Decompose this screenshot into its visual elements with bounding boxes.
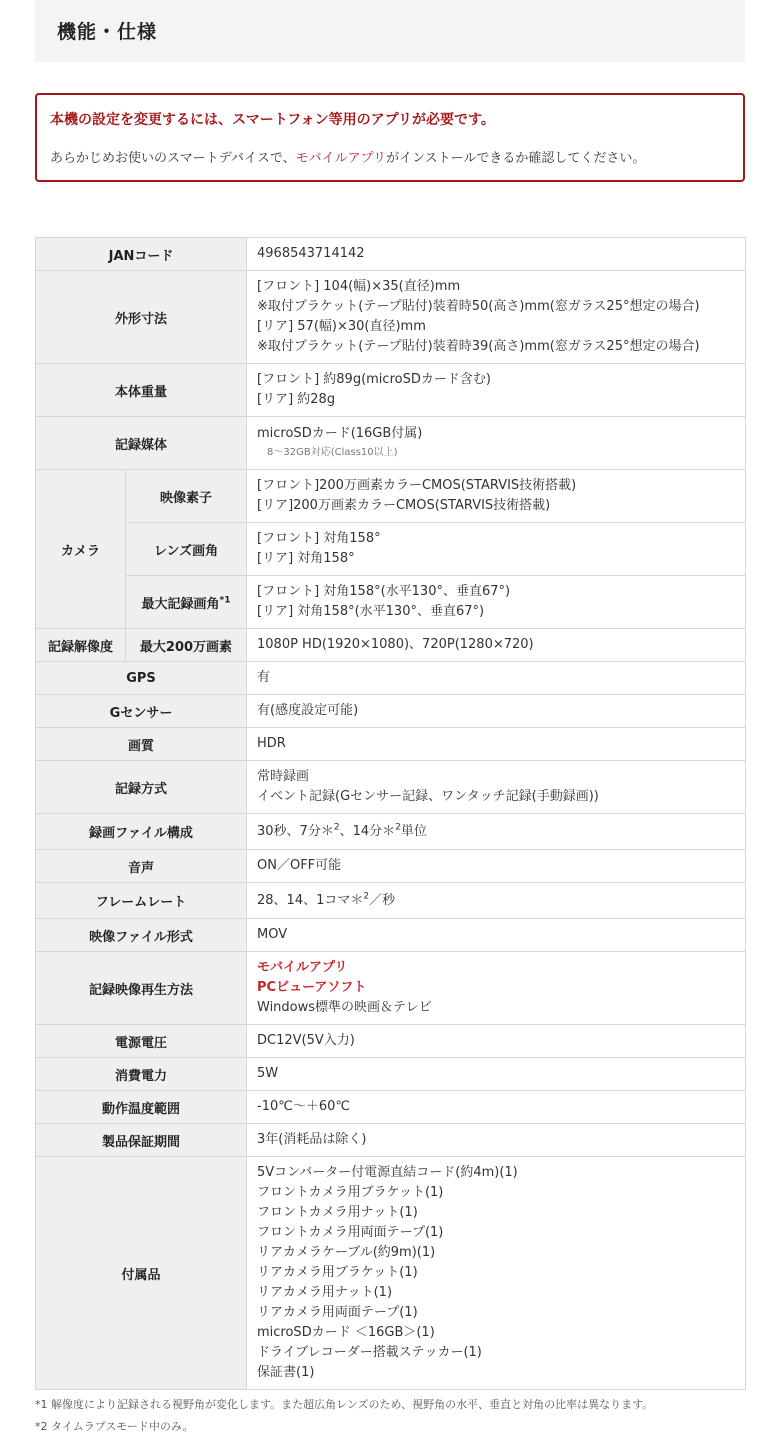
value-line: [フロント] 対角158°(水平130°、垂直67°): [257, 584, 511, 599]
spec-label: 記録映像再生方法: [36, 952, 247, 1025]
footnote-ref: 2: [395, 822, 401, 833]
accessory-item: microSDカード ＜16GB＞(1): [257, 1325, 435, 1340]
spec-row-warranty: [36, 1124, 746, 1157]
value-line: [フロント] 約89g(microSDカード含む): [257, 372, 491, 387]
spec-value: 1080P HD(1920×1080)、720P(1280×720): [247, 629, 746, 662]
spec-value: DC12V(5V入力): [247, 1025, 746, 1058]
spec-row-camera-lens: [36, 523, 746, 576]
value-text: 28、14、1コマ: [257, 892, 351, 908]
notice-body: [50, 147, 645, 166]
spec-value: ON／OFF可能: [247, 850, 746, 883]
spec-sublabel: 最大200万画素: [126, 629, 247, 662]
value-text: 単位: [400, 823, 427, 839]
footnote-ref: *1: [219, 595, 231, 606]
spec-value: [247, 523, 746, 576]
spec-row-media: [36, 417, 746, 470]
pc-viewer-link[interactable]: PCビューアソフト: [257, 980, 367, 995]
spec-label: Gセンサー: [36, 695, 247, 728]
footnotes: [35, 1394, 745, 1437]
spec-label: 記録媒体: [36, 417, 247, 470]
notice-title: 本機の設定を変更するには、スマートフォン等用のアプリが必要です。: [50, 112, 495, 128]
accessory-item: 保証書(1): [257, 1365, 315, 1380]
spec-value: MOV: [247, 919, 746, 952]
value-note: 8～32GB対応(Class10以上): [267, 447, 398, 458]
value-line: [リア] 対角158°: [257, 551, 355, 566]
spec-label: GPS: [36, 662, 247, 695]
spec-sublabel: レンズ画角: [126, 523, 247, 576]
spec-label: 本体重量: [36, 364, 247, 417]
spec-row-gsensor: [36, 695, 746, 728]
accessory-item: リアカメラ用ブラケット(1): [257, 1265, 418, 1280]
spec-sublabel: [126, 576, 247, 629]
spec-value: 有: [247, 662, 746, 695]
spec-value: [247, 814, 746, 850]
spec-value: -10℃～＋60℃: [247, 1091, 746, 1124]
spec-value: [247, 271, 746, 364]
accessory-item: リアカメラ用ナット(1): [257, 1285, 393, 1300]
spec-label: 電源電圧: [36, 1025, 247, 1058]
spec-sublabel: 映像素子: [126, 470, 247, 523]
value-line: [リア] 57(幅)×30(直径)mm: [257, 319, 426, 334]
spec-value: [247, 470, 746, 523]
footnote-1: *1 解像度により記録される視野角が変化します。また超広角レンズのため、視野角の水平、垂直と対角の比率は異なります。: [35, 1398, 654, 1411]
spec-label: JANコード: [36, 238, 247, 271]
spec-label: 動作温度範囲: [36, 1091, 247, 1124]
spec-label: 記録解像度: [36, 629, 126, 662]
spec-label: 付属品: [36, 1157, 247, 1390]
sublabel-text: 最大記録画角: [141, 596, 220, 612]
asterisk: ＊: [382, 823, 396, 839]
spec-label-camera: カメラ: [36, 470, 126, 629]
spec-row-rec-mode: [36, 761, 746, 814]
spec-row-gps: [36, 662, 746, 695]
accessory-item: ドライブレコーダー搭載ステッカー(1): [257, 1345, 482, 1360]
value-line: ※取付ブラケット(テープ貼付)装着時39(高さ)mm(窓ガラス25°想定の場合): [257, 339, 700, 354]
asterisk: ＊: [320, 823, 334, 839]
spec-label: 音声: [36, 850, 247, 883]
spec-value: [247, 364, 746, 417]
asterisk: ＊: [350, 892, 364, 908]
spec-row-dimensions: [36, 271, 746, 364]
accessory-item: 5Vコンバーター付電源直結コード(約4m)(1): [257, 1165, 518, 1180]
spec-value: 4968543714142: [247, 238, 746, 271]
spec-row-resolution: [36, 629, 746, 662]
accessory-item: フロントカメラ用両面テープ(1): [257, 1225, 444, 1240]
value-text: 30秒、7分: [257, 823, 321, 839]
accessory-item: フロントカメラ用ブラケット(1): [257, 1185, 444, 1200]
value-text: 、14分: [339, 823, 383, 839]
spec-label: フレームレート: [36, 883, 247, 919]
spec-label: 録画ファイル構成: [36, 814, 247, 850]
spec-row-temp: [36, 1091, 746, 1124]
value-line: ※取付ブラケット(テープ貼付)装着時50(高さ)mm(窓ガラス25°想定の場合): [257, 299, 700, 314]
spec-table: [35, 237, 746, 1390]
spec-value: [247, 417, 746, 470]
notice-text-before: あらかじめお使いのスマートデバイスで、: [50, 151, 296, 166]
notice-text-after: がインストールできるか確認してください。: [386, 151, 646, 166]
value-line: [フロント] 対角158°: [257, 531, 381, 546]
value-line: [リア]200万画素カラーCMOS(STARVIS技術搭載): [257, 498, 551, 513]
spec-value: [247, 1157, 746, 1390]
spec-row-quality: [36, 728, 746, 761]
spec-row-accessories: [36, 1157, 746, 1390]
value-line: 常時録画: [257, 769, 310, 784]
spec-label: 消費電力: [36, 1058, 247, 1091]
spec-label: 製品保証期間: [36, 1124, 247, 1157]
spec-row-camera-sensor: [36, 470, 746, 523]
spec-value: 3年(消耗品は除く): [247, 1124, 746, 1157]
accessory-item: リアカメラ用両面テープ(1): [257, 1305, 418, 1320]
spec-value: 有(感度設定可能): [247, 695, 746, 728]
value-line: Windows標準の映画＆テレビ: [257, 1000, 432, 1015]
notice-box: [35, 93, 745, 182]
section-title: 機能・仕様: [57, 21, 158, 43]
value-line: [リア] 対角158°(水平130°、垂直67°): [257, 604, 485, 619]
spec-row-weight: [36, 364, 746, 417]
value-line: [フロント]200万画素カラーCMOS(STARVIS技術搭載): [257, 478, 577, 493]
spec-value: [247, 883, 746, 919]
accessory-item: リアカメラケーブル(約9m)(1): [257, 1245, 436, 1260]
footnote-ref: 2: [363, 891, 370, 902]
spec-row-file-struct: [36, 814, 746, 850]
spec-row-camera-max-angle: [36, 576, 746, 629]
footnote-ref: 2: [333, 822, 340, 833]
value-line: [フロント] 104(幅)×35(直径)mm: [257, 279, 461, 294]
accessory-item: フロントカメラ用ナット(1): [257, 1205, 418, 1220]
spec-value: HDR: [247, 728, 746, 761]
value-line: イベント記録(Gセンサー記録、ワンタッチ記録(手動録画)): [257, 789, 599, 804]
spec-row-audio: [36, 850, 746, 883]
spec-label: 記録方式: [36, 761, 247, 814]
spec-label: 映像ファイル形式: [36, 919, 247, 952]
spec-row-jan: [36, 238, 746, 271]
mobile-app-link[interactable]: モバイルアプリ: [257, 960, 348, 975]
spec-row-file-format: [36, 919, 746, 952]
spec-row-power: [36, 1058, 746, 1091]
spec-value: 5W: [247, 1058, 746, 1091]
value-text: ／秒: [369, 892, 396, 908]
spec-row-playback: [36, 952, 746, 1025]
value-line: [リア] 約28g: [257, 392, 336, 407]
section-header: [35, 0, 745, 62]
mobile-app-link[interactable]: モバイルアプリ: [295, 151, 387, 166]
spec-row-framerate: [36, 883, 746, 919]
spec-value: [247, 576, 746, 629]
spec-label: 画質: [36, 728, 247, 761]
spec-value: [247, 952, 746, 1025]
spec-row-voltage: [36, 1025, 746, 1058]
spec-value: [247, 761, 746, 814]
footnote-2: *2 タイムラプスモード中のみ。: [35, 1420, 194, 1433]
value-line: microSDカード(16GB付属): [257, 426, 423, 441]
spec-label: 外形寸法: [36, 271, 247, 364]
